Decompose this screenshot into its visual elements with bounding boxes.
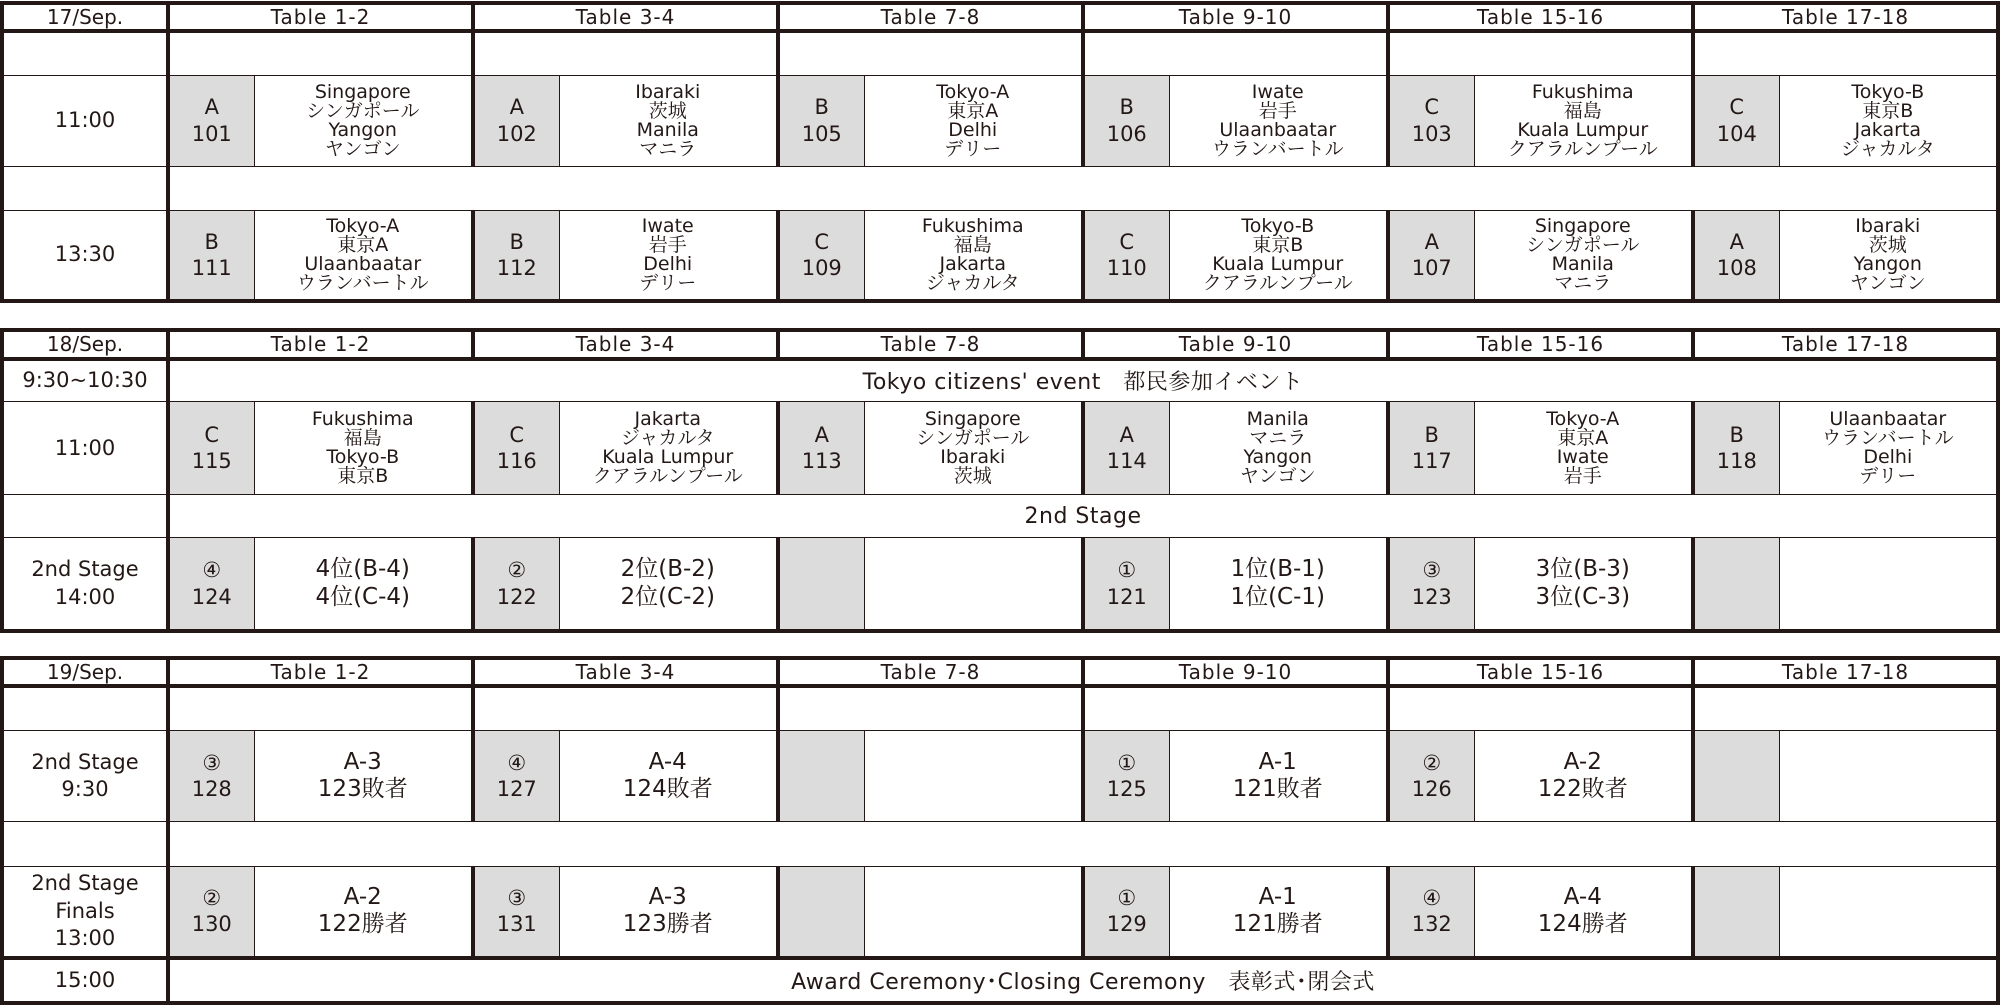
team-name-ja: ジャカルタ [1840, 137, 1935, 160]
team-name-ja: ウランバートル [1821, 427, 1954, 450]
time-value: 9:30 [61, 777, 109, 802]
match-id-cell [1693, 402, 1779, 495]
team-name-ja: 東京B [1862, 99, 1914, 122]
rank-label: A-3 [648, 883, 687, 910]
spacer-cell [168, 822, 1998, 866]
match-id-cell [778, 538, 864, 631]
circled-number: ③ [1422, 558, 1442, 583]
group-label: B [1424, 422, 1439, 447]
team-name-ja: 福島 [1563, 99, 1602, 122]
circled-number: ① [1117, 558, 1137, 583]
group-label: A [1424, 229, 1439, 254]
rank-label: A-2 [1563, 748, 1602, 775]
match-id-cell [473, 866, 559, 958]
spacer-cell [2, 495, 168, 538]
match-number: 115 [191, 449, 232, 474]
group-label: A [204, 95, 219, 120]
team-name: Ibaraki [940, 446, 1006, 469]
rank-label: 3位(C-3) [1535, 583, 1631, 610]
ranking-cell [1779, 730, 1998, 822]
team-name-ja: マニラ [1249, 427, 1307, 450]
circled-number: ③ [507, 885, 527, 910]
team-name: Ulaanbaatar [1829, 408, 1947, 431]
ranking-cell [1474, 730, 1693, 822]
match-id-cell [1693, 538, 1779, 631]
match-number: 121 [1106, 584, 1147, 609]
rank-label: A-3 [343, 748, 382, 775]
table-header: Table 3-4 [473, 330, 778, 359]
group-label: B [1119, 95, 1134, 120]
group-label: A [1729, 229, 1744, 254]
circled-number: ① [1117, 750, 1137, 775]
team-name: Tokyo-B [1241, 214, 1315, 237]
circled-number: ④ [202, 558, 222, 583]
team-name: Tokyo-A [1546, 408, 1620, 431]
rank-label: 3位(B-3) [1535, 556, 1630, 583]
circled-number: ② [507, 558, 527, 583]
match-number: 108 [1716, 255, 1757, 280]
match-id-cell [1388, 210, 1474, 301]
time-label [2, 538, 168, 631]
teams-cell [559, 75, 778, 166]
match-id-cell [168, 866, 254, 958]
group-label: B [204, 229, 219, 254]
team-name-ja: 東京A [337, 233, 389, 256]
stage-label: 2nd Stage [31, 557, 139, 582]
date-label: 19/Sep. [2, 658, 168, 686]
match-id-cell [168, 730, 254, 822]
rank-label: 121敗者 [1232, 776, 1323, 803]
second-stage-banner: 2nd Stage [168, 495, 1998, 538]
team-name-ja: 茨城 [953, 465, 992, 488]
team-name: Iwate [641, 214, 694, 237]
team-name-ja: ウランバートル [1211, 137, 1344, 160]
team-name: Fukushima [311, 408, 414, 431]
match-id-cell [1388, 75, 1474, 166]
teams-cell [1169, 210, 1388, 301]
spacer-cell [1083, 31, 1388, 75]
table-header: Table 9-10 [1083, 3, 1388, 31]
team-name: Ibaraki [635, 80, 701, 103]
circled-number: ① [1117, 885, 1137, 910]
match-number: 127 [496, 777, 537, 802]
rank-label: 4位(B-4) [315, 556, 410, 583]
time-value: 14:00 [54, 584, 116, 609]
team-name-ja: 岩手 [1258, 99, 1297, 122]
match-id-cell [473, 75, 559, 166]
spacer-cell [473, 686, 778, 730]
table-header: Table 7-8 [778, 3, 1083, 31]
team-name: Singapore [1534, 214, 1631, 237]
rank-label: 124敗者 [622, 776, 713, 803]
group-label: A [1119, 422, 1134, 447]
rank-label: 2位(B-2) [620, 556, 715, 583]
match-id-cell [1388, 402, 1474, 495]
match-number: 117 [1411, 449, 1452, 474]
time-label [2, 730, 168, 822]
match-number: 126 [1411, 777, 1452, 802]
match-id-cell [778, 210, 864, 301]
table-header: Table 17-18 [1693, 658, 1998, 686]
stage-label: 2nd Stage [31, 749, 139, 774]
ranking-cell [559, 538, 778, 631]
date-label: 17/Sep. [2, 3, 168, 31]
match-row [2, 538, 1998, 631]
match-number: 103 [1411, 121, 1452, 146]
match-row [2, 75, 1998, 166]
match-id-cell [1083, 210, 1169, 301]
match-number: 112 [496, 255, 537, 280]
team-name: Delhi [1863, 446, 1913, 469]
match-id-cell [1083, 866, 1169, 958]
time-label: 13:30 [2, 210, 168, 301]
circled-number: ② [1422, 750, 1442, 775]
match-number: 105 [801, 121, 842, 146]
rank-label: 1位(C-1) [1230, 583, 1326, 610]
match-row [2, 402, 1998, 495]
spacer-cell [1388, 31, 1693, 75]
rank-label: 124勝者 [1537, 911, 1628, 938]
schedule-18-sep [0, 328, 2000, 633]
ranking-cell [1169, 866, 1388, 958]
ranking-cell [559, 866, 778, 958]
spacer-cell [778, 31, 1083, 75]
match-number: 124 [191, 584, 232, 609]
time-label: 11:00 [2, 75, 168, 166]
teams-cell [1779, 402, 1998, 495]
group-label: B [814, 95, 829, 120]
match-number: 132 [1411, 912, 1452, 937]
team-name-ja: 福島 [953, 233, 992, 256]
team-name: Yangon [328, 118, 397, 141]
teams-cell [1169, 75, 1388, 166]
team-name: Singapore [924, 408, 1021, 431]
match-id-cell [1083, 75, 1169, 166]
match-id-cell [1083, 402, 1169, 495]
match-id-cell [778, 402, 864, 495]
team-name-ja: 東京A [1557, 427, 1609, 450]
team-name: Ibaraki [1855, 214, 1921, 237]
team-name-ja: 茨城 [1868, 233, 1907, 256]
team-name-ja: ウランバートル [296, 271, 429, 294]
spacer-cell [473, 31, 778, 75]
ranking-cell [1474, 538, 1693, 631]
spacer-cell [2, 686, 168, 730]
teams-cell [559, 210, 778, 301]
team-name-ja: ジャカルタ [620, 427, 715, 450]
team-name-ja: 東京B [1252, 233, 1304, 256]
teams-cell [1474, 210, 1693, 301]
team-name-ja: 福島 [343, 427, 382, 450]
ranking-cell [864, 730, 1083, 822]
spacer-cell [1693, 686, 1998, 730]
team-name-ja: クアラルンプール [1202, 271, 1353, 294]
match-number: 122 [496, 584, 537, 609]
spacer-cell [168, 166, 1998, 210]
table-header: Table 17-18 [1693, 3, 1998, 31]
circled-number: ④ [1422, 885, 1442, 910]
date-label: 18/Sep. [2, 330, 168, 359]
match-id-cell [1083, 730, 1169, 822]
team-name: Fukushima [1531, 80, 1634, 103]
group-label: C [204, 422, 220, 447]
team-name: Iwate [1556, 446, 1609, 469]
schedule-19-sep [0, 656, 2000, 1005]
match-id-cell [168, 402, 254, 495]
team-name: Ulaanbaatar [1219, 118, 1337, 141]
team-name-ja: デリー [639, 271, 697, 294]
team-name-ja: シンガポール [916, 427, 1030, 450]
table-header: Table 9-10 [1083, 658, 1388, 686]
rank-label: A-2 [343, 883, 382, 910]
table-header: Table 3-4 [473, 3, 778, 31]
team-name: Jakarta [939, 252, 1006, 275]
spacer-cell [1693, 31, 1998, 75]
match-id-cell [1388, 538, 1474, 631]
match-number: 109 [801, 255, 842, 280]
rank-label: A-4 [1563, 883, 1602, 910]
team-name-ja: ヤンゴン [324, 137, 401, 160]
spacer-cell [168, 31, 473, 75]
rank-label: 123敗者 [317, 776, 408, 803]
match-number: 110 [1106, 255, 1147, 280]
ranking-cell [559, 730, 778, 822]
teams-cell [864, 210, 1083, 301]
team-name-ja: デリー [1859, 465, 1917, 488]
team-name: Fukushima [921, 214, 1024, 237]
match-row [2, 866, 1998, 958]
table-header: Table 9-10 [1083, 330, 1388, 359]
team-name-ja: 東京B [337, 465, 389, 488]
table-header: Table 1-2 [168, 3, 473, 31]
match-number: 107 [1411, 255, 1452, 280]
event-time: 9:30~10:30 [2, 359, 168, 402]
ranking-cell [254, 866, 473, 958]
team-name-ja: マニラ [1554, 271, 1612, 294]
ranking-cell [1779, 538, 1998, 631]
circled-number: ④ [507, 750, 527, 775]
closing-time: 15:00 [2, 958, 168, 1003]
team-name: Jakarta [634, 408, 701, 431]
ranking-cell [1169, 538, 1388, 631]
team-name-ja: ヤンゴン [1239, 465, 1316, 488]
team-name-ja: シンガポール [306, 99, 420, 122]
match-id-cell [778, 866, 864, 958]
team-name: Iwate [1251, 80, 1304, 103]
team-name: Jakarta [1854, 118, 1921, 141]
rank-label: A-1 [1258, 883, 1297, 910]
ranking-cell [864, 866, 1083, 958]
match-id-cell [1693, 866, 1779, 958]
team-name: Ulaanbaatar [304, 252, 422, 275]
match-row [2, 210, 1998, 301]
match-id-cell [1388, 866, 1474, 958]
finals-label: Finals [55, 898, 115, 923]
team-name-ja: 岩手 [648, 233, 687, 256]
team-name-ja: 岩手 [1563, 465, 1602, 488]
match-number: 131 [496, 912, 537, 937]
teams-cell [1474, 75, 1693, 166]
match-id-cell [1388, 730, 1474, 822]
match-id-cell [1693, 210, 1779, 301]
match-id-cell [778, 730, 864, 822]
team-name: Manila [636, 118, 699, 141]
table-header: Table 15-16 [1388, 3, 1693, 31]
spacer-cell [778, 686, 1083, 730]
group-label: C [509, 422, 525, 447]
match-number: 106 [1106, 121, 1147, 146]
group-label: C [814, 229, 830, 254]
team-name: Manila [1246, 408, 1309, 431]
rank-label: 122敗者 [1537, 776, 1628, 803]
ranking-cell [1779, 866, 1998, 958]
team-name: Yangon [1853, 252, 1922, 275]
group-label: C [1119, 229, 1135, 254]
teams-cell [254, 210, 473, 301]
match-id-cell [1083, 538, 1169, 631]
match-number: 128 [191, 777, 232, 802]
team-name-ja: シンガポール [1526, 233, 1640, 256]
team-name: Yangon [1243, 446, 1312, 469]
time-value: 13:00 [54, 925, 116, 950]
rank-label: 121勝者 [1232, 911, 1323, 938]
table-header: Table 15-16 [1388, 330, 1693, 359]
teams-cell [559, 402, 778, 495]
match-id-cell [1693, 730, 1779, 822]
group-label: C [1424, 95, 1440, 120]
spacer-cell [2, 822, 168, 866]
group-label: C [1729, 95, 1745, 120]
rank-label: 122勝者 [317, 911, 408, 938]
match-id-cell [168, 538, 254, 631]
team-name-ja: 茨城 [648, 99, 687, 122]
team-name: Tokyo-B [326, 446, 400, 469]
team-name: Delhi [643, 252, 693, 275]
group-label: A [509, 95, 524, 120]
group-label: A [814, 422, 829, 447]
time-label: 11:00 [2, 402, 168, 495]
spacer-cell [1083, 686, 1388, 730]
team-name: Singapore [314, 80, 411, 103]
match-id-cell [473, 402, 559, 495]
match-id-cell [168, 210, 254, 301]
match-number: 111 [191, 255, 232, 280]
rank-label: 1位(B-1) [1230, 556, 1325, 583]
match-number: 104 [1716, 121, 1757, 146]
match-number: 130 [191, 912, 232, 937]
circled-number: ② [202, 885, 222, 910]
table-header: Table 1-2 [168, 658, 473, 686]
table-header: Table 15-16 [1388, 658, 1693, 686]
rank-label: 123勝者 [622, 911, 713, 938]
match-number: 123 [1411, 584, 1452, 609]
team-name: Delhi [948, 118, 998, 141]
match-number: 125 [1106, 777, 1147, 802]
match-number: 102 [496, 121, 537, 146]
match-id-cell [473, 538, 559, 631]
team-name-ja: クアラルンプール [1507, 137, 1658, 160]
match-number: 116 [496, 449, 537, 474]
team-name-ja: ヤンゴン [1849, 271, 1926, 294]
team-name: Tokyo-B [1851, 80, 1925, 103]
rank-label: A-1 [1258, 748, 1297, 775]
rank-label: 4位(C-4) [315, 583, 411, 610]
team-name-ja: クアラルンプール [592, 465, 743, 488]
schedule-17-sep [0, 1, 2000, 303]
match-number: 114 [1106, 449, 1147, 474]
team-name: Manila [1551, 252, 1614, 275]
time-label [2, 866, 168, 958]
teams-cell [1474, 402, 1693, 495]
match-id-cell [778, 75, 864, 166]
match-row [2, 730, 1998, 822]
table-header: Table 3-4 [473, 658, 778, 686]
team-name-ja: マニラ [639, 137, 697, 160]
circled-number: ③ [202, 750, 222, 775]
match-id-cell [473, 210, 559, 301]
match-number: 101 [191, 121, 232, 146]
ranking-cell [1474, 866, 1693, 958]
match-id-cell [168, 75, 254, 166]
spacer-cell [2, 31, 168, 75]
spacer-cell [2, 166, 168, 210]
team-name: Kuala Lumpur [602, 446, 734, 469]
teams-cell [254, 402, 473, 495]
match-number: 113 [801, 449, 842, 474]
teams-cell [864, 402, 1083, 495]
match-id-cell [473, 730, 559, 822]
group-label: B [509, 229, 524, 254]
rank-label: A-4 [648, 748, 687, 775]
team-name: Tokyo-A [326, 214, 400, 237]
team-name: Tokyo-A [936, 80, 1010, 103]
table-header: Table 7-8 [778, 658, 1083, 686]
spacer-cell [168, 686, 473, 730]
stage-label: 2nd Stage [31, 871, 139, 896]
team-name-ja: ジャカルタ [925, 271, 1020, 294]
teams-cell [1779, 210, 1998, 301]
ranking-cell [254, 730, 473, 822]
ranking-cell [864, 538, 1083, 631]
closing-ceremony-banner: Award Ceremony･Closing Ceremony 表彰式･閉会式 [168, 958, 1998, 1003]
rank-label: 2位(C-2) [620, 583, 716, 610]
team-name-ja: デリー [944, 137, 1002, 160]
citizens-event-banner: Tokyo citizens' event 都民参加イベント [168, 359, 1998, 402]
teams-cell [1169, 402, 1388, 495]
team-name: Kuala Lumpur [1517, 118, 1649, 141]
table-header: Table 1-2 [168, 330, 473, 359]
team-name: Kuala Lumpur [1212, 252, 1344, 275]
spacer-cell [1388, 686, 1693, 730]
table-header: Table 7-8 [778, 330, 1083, 359]
match-id-cell [1693, 75, 1779, 166]
teams-cell [254, 75, 473, 166]
teams-cell [864, 75, 1083, 166]
teams-cell [1779, 75, 1998, 166]
match-number: 118 [1716, 449, 1757, 474]
match-number: 129 [1106, 912, 1147, 937]
table-header: Table 17-18 [1693, 330, 1998, 359]
group-label: B [1729, 422, 1744, 447]
ranking-cell [254, 538, 473, 631]
ranking-cell [1169, 730, 1388, 822]
team-name-ja: 東京A [947, 99, 999, 122]
